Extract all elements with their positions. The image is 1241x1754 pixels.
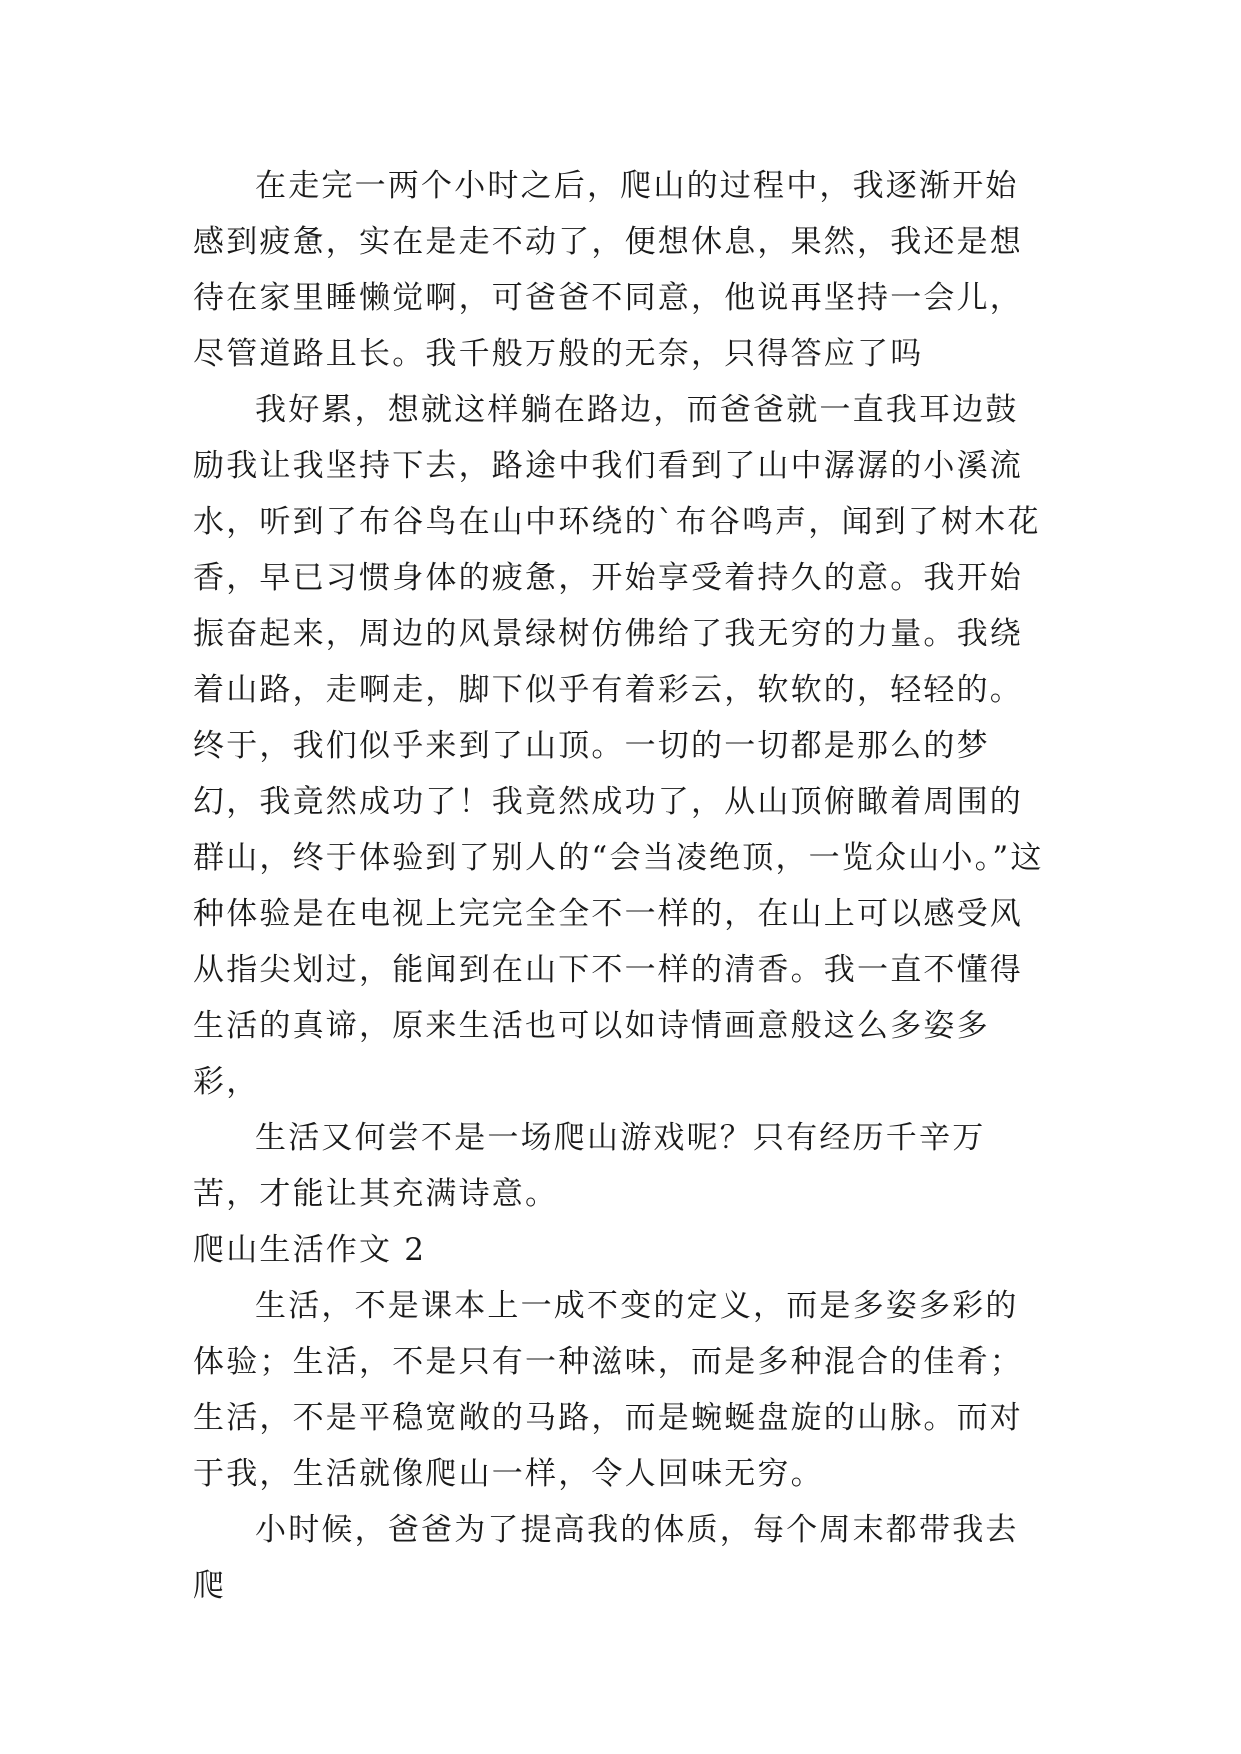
paragraph: 我好累，想就这样躺在路边，而爸爸就一直我耳边鼓励我让我坚持下去，路途中我们看到了山中潺潺的小溪流水，听到了布谷鸟在山中环绕的`布谷鸣声，闻到了树木花香，早已习惯身体的疲惫，开始享受着持久的意。我开始振奋起来，周边的风景绿树仿佛给了我无穷的力量。我绕着山路，走啊走，脚下似乎有着彩云，软软的，轻轻的。终于，我们似乎来到了山顶。一切的一切都是那么的梦幻，我竟然成功了！我竟然成功了，从山顶俯瞰着周围的群山，终于体验到了别人的“会当凌绝顶，一览众山小。”这种体验是在电视上完完全全不一样的，在山上可以感受风从指尖划过，能闻到在山下不一样的清香。我一直不懂得生活的真谛，原来生活也可以如诗情画意般这么多姿多彩， [193, 392, 1044, 1100]
paragraph: 小时候，爸爸为了提高我的体质，每个周末都带我去爬 [193, 1512, 1019, 1604]
paragraph: 生活又何尝不是一场爬山游戏呢？只有经历千辛万苦，才能让其充满诗意。 [193, 1120, 986, 1212]
section-heading: 爬山生活作文 2 [193, 1232, 427, 1268]
paragraph: 在走完一两个小时之后，爬山的过程中，我逐渐开始感到疲惫，实在是走不动了，便想休息，果然，我还是想待在家里睡懒觉啊，可爸爸不同意，他说再坚持一会儿，尽管道路且长。我千般万般的无奈，只得答应了吗 [193, 168, 1023, 372]
document-body [193, 158, 1049, 1614]
paragraph: 生活，不是课本上一成不变的定义，而是多姿多彩的体验；生活，不是只有一种滋味，而是多种混合的佳肴；生活，不是平稳宽敞的马路，而是蜿蜒盘旋的山脉。而对于我，生活就像爬山一样，令人回味无穷。 [193, 1288, 1023, 1492]
